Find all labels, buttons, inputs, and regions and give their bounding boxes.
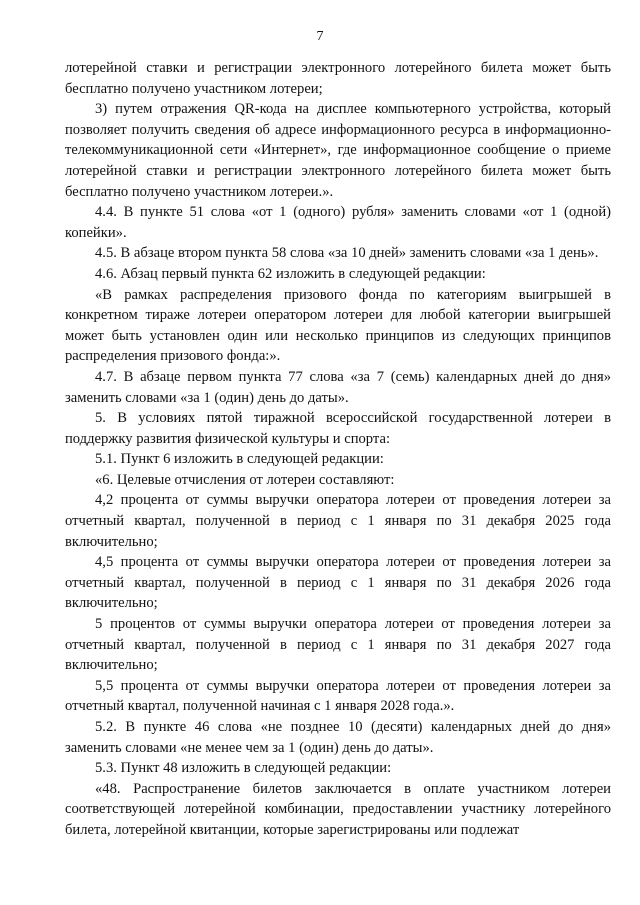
paragraph-4-5: 4.5. В абзаце втором пункта 58 слова «за 10 дней» заменить словами «за 1 день». [95, 245, 599, 262]
paragraph-4-4: 4.4. В пункте 51 слова «от 1 (одного) рубля» заменить словами «от 1 (одной) копейки». [65, 204, 611, 241]
paragraph-rate-2027: 5 процентов от суммы выручки оператора лотереи от проведения лотереи за отчетный квартал, полученной в период с 1 января по 31 декабря 2027 года включительно; [65, 616, 611, 674]
paragraph-5-1: 5.1. Пункт 6 изложить в следующей редакции: [95, 451, 384, 468]
page-number: 7 [316, 29, 324, 44]
paragraph-item-3: 3) путем отражения QR-кода на дисплее компьютерного устройства, который позволяет получить сведения об адресе информационного ресурса в информационно-телекоммуникационной сети «Интернет», где информационное сообщение о приеме лотерейной ставки и регистрации электронного лотерейного билета может быть бесплатно получено участником лотереи.». [65, 101, 611, 200]
paragraph-4-6: 4.6. Абзац первый пункта 62 изложить в следующей редакции: [95, 265, 486, 282]
paragraph-rate-2028: 5,5 процента от суммы выручки оператора лотереи от проведения лотереи за отчетный квартал, полученной начиная с 1 января 2028 года.». [65, 677, 611, 715]
paragraph-5-2: 5.2. В пункте 46 слова «не позднее 10 (десяти) календарных дней до дня» заменить словами «не менее чем за 1 (один) день до даты». [65, 719, 611, 756]
document-body [65, 58, 611, 841]
paragraph-5: 5. В условиях пятой тиражной всероссийской государственной лотереи в поддержку развития физической культуры и спорта: [65, 410, 611, 447]
paragraph-rate-2025: 4,2 процента от суммы выручки оператора лотереи от проведения лотереи за отчетный квартал, полученной в период с 1 января по 31 декабря 2025 года включительно; [65, 492, 611, 550]
paragraph-6-quote: «6. Целевые отчисления от лотереи составляют: [95, 471, 395, 488]
paragraph-5-3: 5.3. Пункт 48 изложить в следующей редакции: [95, 760, 392, 777]
paragraph-48-quote: «48. Распространение билетов заключается в оплате участником лотереи соответствующей лотерейной комбинации, предоставлении участнику лотерейного билета, лотерейной квитанции, которые зарегистрированы или подлежат [65, 780, 611, 838]
paragraph-4-7: 4.7. В абзаце первом пункта 77 слова «за 7 (семь) календарных дней до дня» заменить словами «за 1 (один) день до даты». [65, 368, 611, 406]
paragraph-rate-2026: 4,5 процента от суммы выручки оператора лотереи от проведения лотереи за отчетный квартал, полученной в период с 1 января по 31 декабря 2026 года включительно; [65, 554, 611, 612]
paragraph-4-6-quote: «В рамках распределения призового фонда по категориям выигрышей в конкретном тираже лотереи оператором лотереи для любой категории выигрышей может быть установлен один или несколько принципов из следующих принципов распределения призового фонда:». [65, 286, 611, 365]
paragraph-continuation: лотерейной ставки и регистрации электронного лотерейного билета может быть бесплатно получено участником лотереи; [65, 60, 611, 97]
